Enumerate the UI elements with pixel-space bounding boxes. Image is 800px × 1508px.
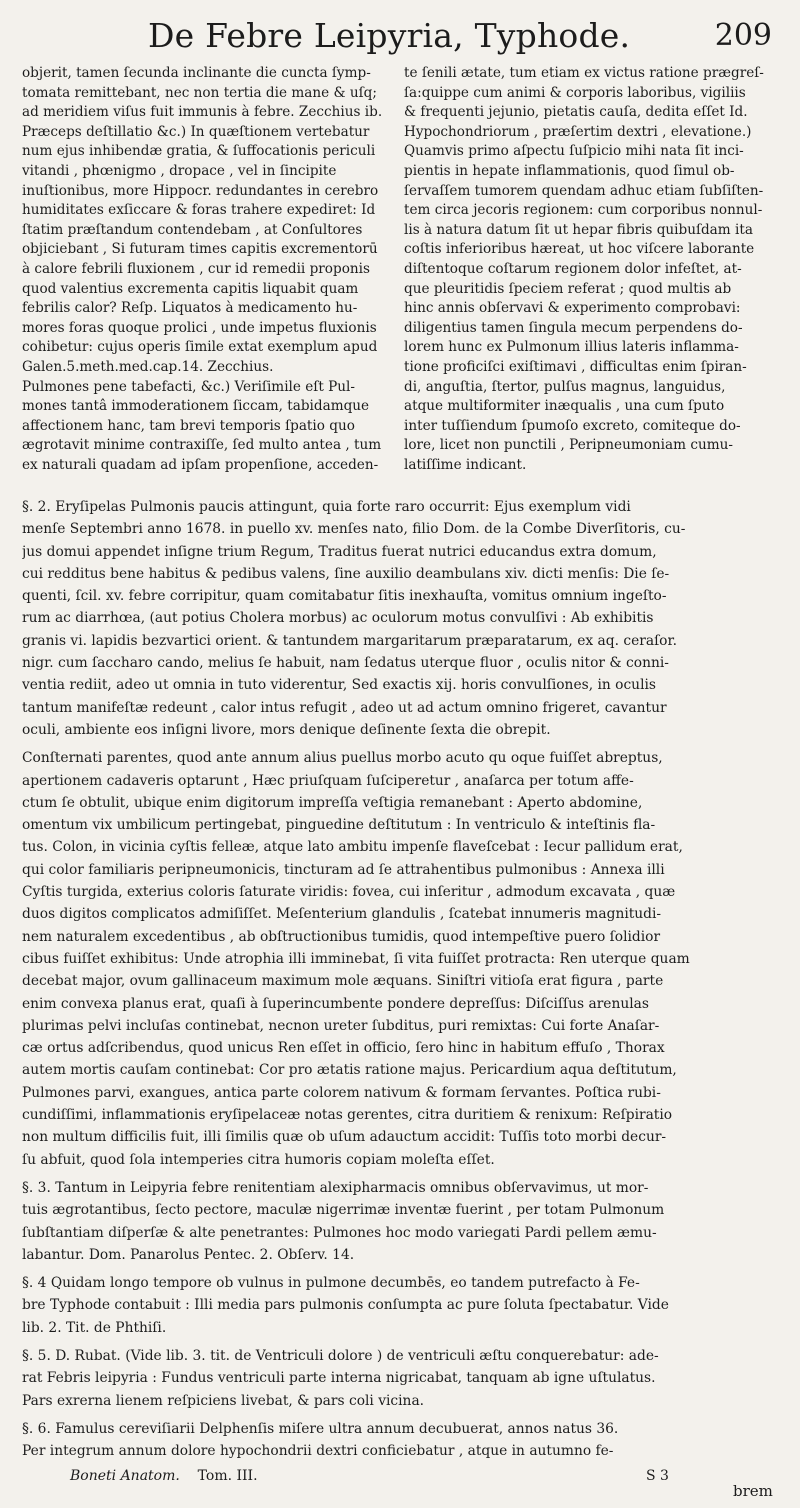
text-line: Per integrum annum dolore hypochondrii dextri conficiebatur , atque in autumno fe-: [22, 1443, 614, 1460]
text-line: inuſtionibus, more Hippocr. redundantes in cerebro: [22, 182, 379, 199]
paragraph: [22, 1272, 780, 1339]
text-line: quod valentius excrementa capitis liquabit quam: [22, 280, 359, 297]
paragraph: [22, 1345, 780, 1412]
text-line: tem circa jecoris regionem: cum corporibus nonnul-: [404, 202, 763, 219]
text-line: ſubſtantiam diſperſæ & alte penetrantes: Pulmones hoc modo variegati Pardi pellem æmu-: [22, 1224, 657, 1241]
main-observations: [22, 496, 780, 1462]
text-line: que pleuritidis ſpeciem referat ; quod multis ab: [404, 280, 732, 297]
text-line: febrilis calor? Reſp. Liquatos à medicamento hu-: [22, 300, 358, 317]
right-column: [404, 64, 782, 480]
paragraph: [22, 1177, 780, 1266]
text-line: hinc annis obſervavi & experimento comprobavi:: [404, 300, 741, 317]
text-line: diligentius tamen ſingula mecum perpendens do-: [404, 319, 743, 336]
text-line: bre Typhode contabuit : Illi media pars pulmonis conſumpta ac pure ſoluta ſpectabatur. Vide: [22, 1297, 669, 1314]
text-line: tomata remittebant, nec non tertia die mane & uſq;: [22, 84, 377, 101]
paragraph: [22, 1418, 780, 1463]
paragraph: [22, 747, 780, 1171]
text-line: §. 6. Famulus cereviſiarii Delphenſis miſere ultra annum decubuerat, annos natus 36.: [22, 1420, 619, 1437]
text-line: num ejus inhibendæ gratia, & ſuffocationis periculi: [22, 143, 376, 160]
text-line: pientis in hepate inflammationis, quod ſimul ob-: [404, 162, 735, 179]
text-line: granis vi. lapidis bezvartici orient. & tantundem margaritarum præparatarum, ex aq. ceraſor.: [22, 632, 677, 649]
text-line: ventia rediit, adeo ut omnia in tuto viderentur, Sed exactis xij. horis convulſiones, in oculis: [22, 677, 656, 694]
text-line: objiciebant , Si futuram times capitis excrementorū: [22, 241, 378, 258]
text-line: tione proficiſci exiſtimavi , difficultas enim ſpiran-: [404, 358, 747, 375]
text-line: Conſternati parentes, quod ante annum alius puellus morbo acuto qu oque fuiſſet abreptus,: [22, 750, 663, 767]
text-line: menſe Septembri anno 1678. in puello xv. menſes nato, filio Dom. de la Combe Diverſitoris, cu-: [22, 521, 686, 538]
text-line: cundiſſimi, inflammationis eryſipelaceæ notas gerentes, citra duritiem & renixum: Reſpiratio: [22, 1107, 673, 1124]
text-line: non multum difficilis fuit, illi ſimilis quæ ob uſum adauctum accidit: Tuſſis toto morbi decur-: [22, 1129, 667, 1146]
text-line: lib. 2. Tit. de Phthiſi.: [22, 1319, 167, 1336]
text-line: nigr. cum ſaccharo cando, melius ſe habuit, nam ſedatus uterque fluor , oculis nitor & conni-: [22, 655, 669, 672]
text-line: tuis ægrotantibus, ſecto pectore, maculæ nigerrimæ inventæ fuerint , per totam Pulmonum: [22, 1202, 665, 1219]
text-line: enim convexa planus erat, quaſi à ſuperincumbente pondere depreſſus: Diſciſſus arenulas: [22, 995, 649, 1012]
signature-volume: Tom. III.: [197, 1468, 258, 1484]
text-line: ſervaſſem tumorem quendam adhuc etiam ſubſiſten-: [404, 182, 764, 199]
text-line: humiditates exſiccare & foras trahere expediret: Id: [22, 202, 376, 219]
text-line: ſa:quippe cum animi & corporis laboribus, vigiliis: [404, 84, 746, 101]
text-line: cæ ortus adſcribendus, quod unicus Ren eſſet in officio, ſero hinc in habitum effuſo , Thorax: [22, 1040, 665, 1057]
text-line: à calore febrili fluxionem , cur id remedii proponis: [22, 260, 370, 277]
text-line: Pulmones pene tabefacti, &c.) Veriſimile eſt Pul-: [22, 378, 355, 395]
text-line: labantur. Dom. Panarolus Pentec. 2. Obſerv. 14.: [22, 1246, 355, 1263]
catchword: brem: [733, 1482, 773, 1500]
text-line: qui color familiaris peripneumonicis, tincturam ad ſe attrahentibus pulmonibus : Annexa illi: [22, 861, 665, 878]
text-line: inter tuſſiendum ſpumoſo excreto, comiteque do-: [404, 417, 741, 434]
text-line: ad meridiem viſus fuit immunis à febre. Zecchius ib.: [22, 104, 383, 121]
text-line: autem mortis cauſam continebat: Cor pro ætatis ratione majus. Pericardium aqua deſtitutum,: [22, 1062, 677, 1079]
text-line: affectionem hanc, tam brevi temporis ſpatio quo: [22, 417, 355, 434]
text-line: ex naturali quadam ad ipſam propenſione, acceden-: [22, 456, 379, 473]
text-line: apertionem cadaveris optarunt , Hæc priuſquam ſuſciperetur , anaſarca per totum affe-: [22, 772, 634, 789]
text-line: cibus fuiſſet exhibitus: Unde atrophia illi imminebat, ſi vita fuiſſet protracta: Ren uterque quam: [22, 950, 690, 967]
text-line: tus. Colon, in vicinia cyſtis felleæ, atque lato ambitu impenſe flaveſcebat : Iecur pallidum erat,: [22, 839, 683, 856]
text-line: ctum ſe obtulit, ubique enim digitorum impreſſa veſtigia remanebant : Aperto abdomine,: [22, 794, 643, 811]
text-line: latiſſime indicant.: [404, 456, 527, 473]
text-line: objerit, tamen ſecunda inclinante die cuncta ſymp-: [22, 65, 371, 81]
text-line: decebat major, ovum gallinaceum maximum mole æquans. Siniſtri vitioſa erat figura , parte: [22, 973, 664, 990]
text-line: ſtatim præſtandum contendebam , at Conſultores: [22, 221, 363, 238]
text-line: Cyſtis turgida, exterius coloris ſaturate viridis: fovea, cui inſeritur , admodum excavata , quæ: [22, 884, 676, 901]
text-line: cohibetur: cujus operis ſimile extat exemplum apud: [22, 339, 378, 356]
text-line: mores foras quoque prolici , unde impetus fluxionis: [22, 319, 377, 336]
text-line: jus domui appendet inſigne trium Regum, Traditus fuerat nutrici educandus extra domum,: [22, 543, 657, 560]
text-line: rat Febris leipyria : Fundus ventriculi parte interna nigricabat, tanquam ab igne uſtulatus.: [22, 1370, 656, 1387]
text-line: quenti, ſcil. xv. febre corripitur, quam comitabatur ſitis inexhauſta, vomitus omnium ingeſto-: [22, 588, 667, 605]
text-line: te ſenili ætate, tum etiam ex victus ratione prægreſ-: [404, 65, 764, 81]
text-line: lore, licet non punctili , Peripneumoniam cumu-: [404, 437, 733, 454]
signature-author: Boneti Anatom.: [70, 1468, 180, 1484]
text-line: §. 5. D. Rubat. (Vide lib. 3. tit. de Ventriculi dolore ) de ventriculi æſtu conquerebatur: ade-: [22, 1347, 659, 1364]
text-line: ægrotavit minime contraxiſſe, ſed multo antea , tum: [22, 437, 382, 454]
text-line: §. 2. Eryſipelas Pulmonis paucis attingunt, quia forte raro occurrit: Ejus exemplum vidi: [22, 499, 631, 515]
signature-line: [70, 1468, 258, 1484]
text-line: omentum vix umbilicum pertingebat, pinguedine deſtitutum : In ventriculo & inteſtinis fla-: [22, 817, 656, 834]
text-line: tantum manifeſtæ redeunt , calor intus refugit , adeo ut ad actum omnino frigeret, cavantur: [22, 699, 667, 716]
text-line: di, anguſtia, ſtertor, pulſus magnus, languidus,: [404, 378, 726, 395]
text-line: & frequenti jejunio, pietatis cauſa, dedita eſſet Id.: [404, 104, 748, 121]
text-line: lis à natura datum ſit ut hepar fibris quibuſdam ita: [404, 221, 753, 238]
text-line: duos digitos complicatos admiſiſſet. Meſenterium glandulis , ſcatebat innumeris magnitudi-: [22, 906, 662, 923]
text-line: diſtentoque coſtarum regionem dolor infeſtet, at-: [404, 260, 742, 277]
running-title: De Febre Leipyria, Typhode.: [148, 16, 631, 55]
text-line: Hypochondriorum , præſertim dextri , elevatione.): [404, 123, 752, 140]
text-line: Pulmones parvi, exangues, antica parte colorem nativum & formam ſervantes. Poſtica rubi-: [22, 1084, 661, 1101]
left-column: [22, 64, 394, 480]
page-header: [0, 14, 800, 70]
text-line: mones tantâ immoderationem ſiccam, tabidamque: [22, 398, 370, 415]
text-line: Quamvis primo aſpectu ſuſpicio mihi nata ſit inci-: [404, 143, 744, 160]
text-line: §. 3. Tantum in Leipyria febre renitentiam alexipharmacis omnibus obſervavimus, ut mor-: [22, 1179, 649, 1196]
text-line: plurimas pelvi incluſas continebat, necnon ureter ſubditus, puri remixtas: Cui forte Anaſar-: [22, 1017, 660, 1034]
text-line: vitandi , phœnigmo , dropace , vel in ſincipite: [22, 162, 337, 179]
two-column-commentary: [14, 64, 786, 480]
paragraph: [22, 496, 780, 741]
text-line: lorem hunc ex Pulmonum illius lateris inflamma-: [404, 339, 739, 356]
text-line: Præceps deſtillatio &c.) In quæſtionem vertebatur: [22, 123, 370, 140]
page-footer: [0, 1468, 800, 1502]
text-line: cui redditus bene habitus & pedibus valens, ſine auxilio deambulans xiv. dicti menſis: Die ſe-: [22, 565, 670, 582]
text-line: ſu abfuit, quod ſola intemperies citra humoris copiam moleſta eſſet.: [22, 1151, 495, 1168]
text-line: atque multiformiter inæqualis , una cum ſputo: [404, 398, 725, 415]
text-line: rum ac diarrhœa, (aut potius Cholera morbus) ac oculorum motus convulſivi : Ab exhibitis: [22, 610, 654, 627]
sheet-mark: S 3: [646, 1468, 669, 1484]
text-line: coſtis inferioribus hæreat, ut hoc viſcere laborante: [404, 241, 755, 258]
text-line: Pars exrerna lienem reſpiciens livebat, & pars coli vicina.: [22, 1392, 425, 1409]
text-line: oculi, ambiente eos inſigni livore, mors denique deſinente ſexta die obrepit.: [22, 721, 551, 738]
text-line: §. 4 Quidam longo tempore ob vulnus in pulmone decumbēs, eo tandem putrefacto à Fe-: [22, 1275, 640, 1292]
text-line: Galen.5.meth.med.cap.14. Zecchius.: [22, 358, 274, 375]
page-number: 209: [714, 18, 772, 53]
text-line: nem naturalem excedentibus , ab obſtructionibus tumidis, quod intempeſtive puero ſolidior: [22, 928, 661, 945]
